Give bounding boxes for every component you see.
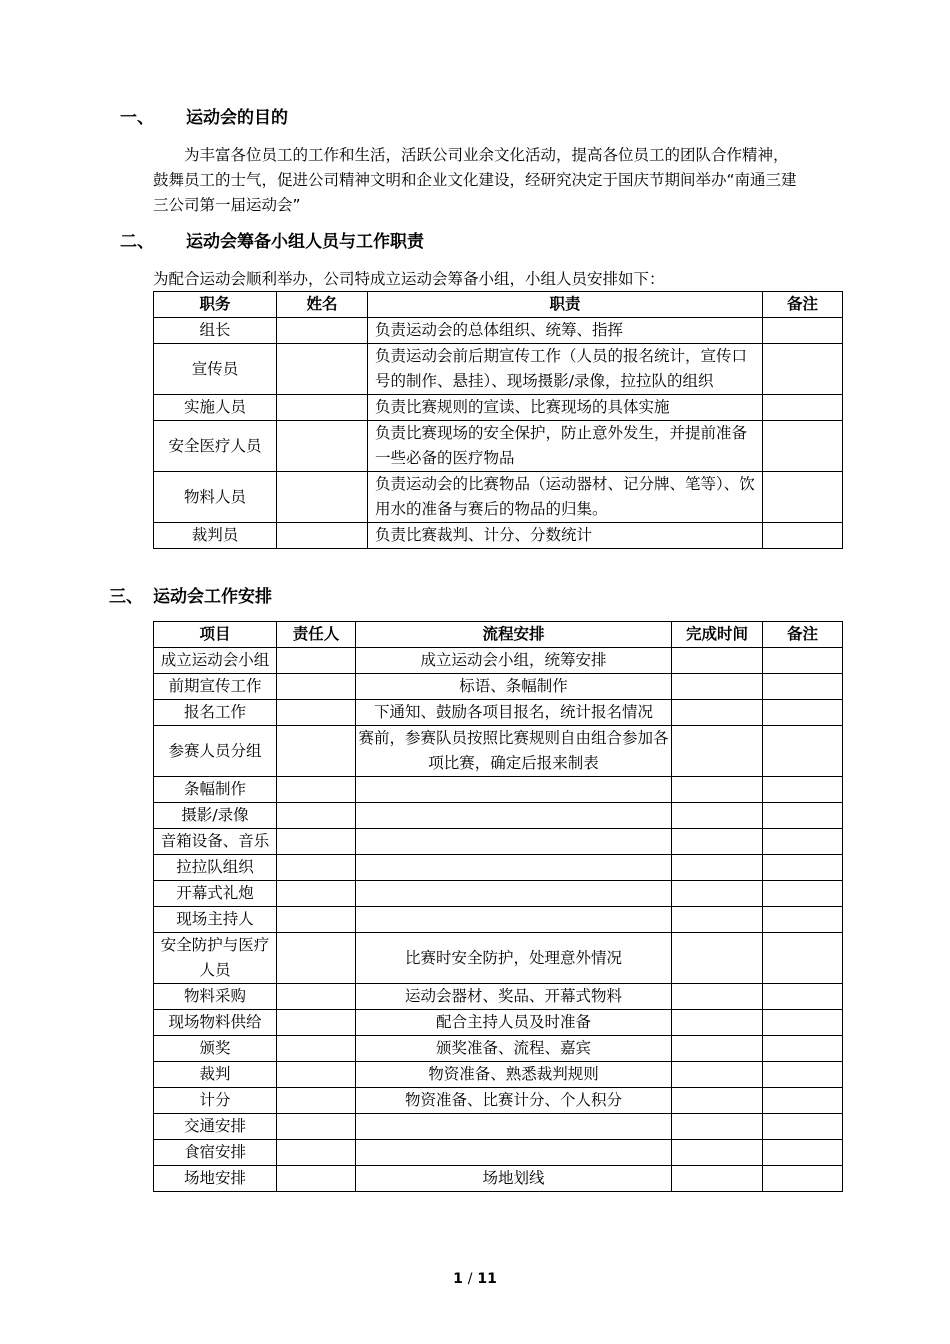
cell-item: 音箱设备、音乐 [154,829,277,855]
cell-note [763,395,843,421]
section2-heading [120,231,424,253]
cell-item: 安全防护与医疗人员 [154,933,277,984]
cell-duty: 负责比赛现场的安全保护，防止意外发生，并提前准备一些必备的医疗物品 [368,421,763,472]
cell-note [763,984,843,1010]
section2-number: 二、 [120,232,154,252]
cell-process: 物资准备、熟悉裁判规则 [356,1062,672,1088]
paragraph-line: 鼓舞员工的士气，促进公司精神文明和企业文化建设，经研究决定于国庆节期间举办“南通三建 [153,171,797,189]
cell-owner [277,777,356,803]
cell-item: 摄影/录像 [154,803,277,829]
cell-process [356,1114,672,1140]
cell-time [672,1062,763,1088]
table-row [154,1036,843,1062]
cell-item: 拉拉队组织 [154,855,277,881]
section2-intro: 为配合运动会顺利举办，公司特成立运动会筹备小组，小组人员安排如下： [153,270,665,288]
cell-time [672,829,763,855]
cell-time [672,907,763,933]
paragraph-line: 三公司第一届运动会” [153,196,301,214]
table-row [154,523,843,549]
cell-note [763,933,843,984]
cell-note [763,523,843,549]
cell-process [356,803,672,829]
cell-item: 裁判 [154,1062,277,1088]
cell-item: 报名工作 [154,700,277,726]
cell-time [672,1088,763,1114]
cell-note [763,829,843,855]
table-header-row [154,292,843,318]
table-row [154,1114,843,1140]
table-row [154,855,843,881]
cell-time [672,1140,763,1166]
table-row [154,674,843,700]
cell-process: 成立运动会小组，统筹安排 [356,648,672,674]
header-time: 完成时间 [672,622,763,648]
section2-title: 运动会筹备小组人员与工作职责 [186,232,424,252]
cell-owner [277,855,356,881]
cell-process: 运动会器材、奖品、开幕式物料 [356,984,672,1010]
section1-paragraph [153,143,861,218]
cell-note [763,700,843,726]
cell-item: 条幅制作 [154,777,277,803]
cell-process: 颁奖准备、流程、嘉宾 [356,1036,672,1062]
cell-note [763,1140,843,1166]
cell-note [763,648,843,674]
cell-item: 食宿安排 [154,1140,277,1166]
section3-number: 三、 [109,587,143,607]
table-row [154,1088,843,1114]
cell-time [672,777,763,803]
table-row [154,395,843,421]
cell-name [277,318,368,344]
cell-item: 场地安排 [154,1166,277,1192]
cell-time [672,855,763,881]
cell-note [763,726,843,777]
cell-owner [277,1166,356,1192]
cell-item: 交通安排 [154,1114,277,1140]
cell-note [763,1036,843,1062]
section1-title: 运动会的目的 [186,108,288,128]
cell-process [356,907,672,933]
cell-owner [277,1114,356,1140]
cell-item: 现场主持人 [154,907,277,933]
table-row [154,648,843,674]
cell-process [356,855,672,881]
cell-process [356,829,672,855]
cell-item: 成立运动会小组 [154,648,277,674]
cell-process: 下通知、鼓励各项目报名，统计报名情况 [356,700,672,726]
paragraph-line: 为丰富各位员工的工作和生活，活跃公司业余文化活动，提高各位员工的团队合作精神， [153,146,789,164]
cell-owner [277,700,356,726]
cell-name [277,395,368,421]
cell-time [672,1010,763,1036]
cell-role: 组长 [154,318,277,344]
cell-process [356,881,672,907]
table-row [154,777,843,803]
cell-item: 现场物料供给 [154,1010,277,1036]
cell-time [672,803,763,829]
cell-role: 实施人员 [154,395,277,421]
cell-note [763,777,843,803]
cell-process: 比赛时安全防护，处理意外情况 [356,933,672,984]
page-total: 11 [477,1271,497,1287]
cell-note [763,1166,843,1192]
cell-owner [277,1036,356,1062]
cell-duty: 负责运动会前后期宣传工作（人员的报名统计，宣传口号的制作、悬挂）、现场摄影/录像，拉拉队的组织 [368,344,763,395]
cell-note [763,1088,843,1114]
table-row [154,472,843,523]
cell-note [763,318,843,344]
cell-process: 物资准备、比赛计分、个人积分 [356,1088,672,1114]
cell-time [672,933,763,984]
cell-note [763,1010,843,1036]
cell-name [277,421,368,472]
table-header-row [154,622,843,648]
cell-time [672,1114,763,1140]
cell-owner [277,907,356,933]
cell-note [763,1062,843,1088]
cell-process [356,777,672,803]
section1-heading [120,107,288,129]
cell-note [763,803,843,829]
cell-name [277,344,368,395]
page-number [0,1269,950,1289]
cell-owner [277,726,356,777]
cell-time [672,984,763,1010]
work-schedule-table [153,621,843,1192]
header-item: 项目 [154,622,277,648]
cell-item: 计分 [154,1088,277,1114]
cell-item: 开幕式礼炮 [154,881,277,907]
cell-item: 颁奖 [154,1036,277,1062]
header-duty: 职责 [368,292,763,318]
cell-owner [277,933,356,984]
cell-role: 安全医疗人员 [154,421,277,472]
cell-duty: 负责比赛规则的宣读、比赛现场的具体实施 [368,395,763,421]
table-row [154,726,843,777]
table-row [154,344,843,395]
cell-note [763,855,843,881]
cell-note [763,907,843,933]
table-row [154,1010,843,1036]
cell-role: 宣传员 [154,344,277,395]
cell-time [672,648,763,674]
section3-title: 运动会工作安排 [153,587,272,607]
table-row [154,984,843,1010]
cell-owner [277,648,356,674]
cell-time [672,1166,763,1192]
cell-owner [277,984,356,1010]
cell-owner [277,881,356,907]
cell-owner [277,1140,356,1166]
header-name: 姓名 [277,292,368,318]
cell-process: 赛前，参赛队员按照比赛规则自由组合参加各项比赛，确定后报来制表 [356,726,672,777]
cell-duty: 负责运动会的总体组织、统筹、指挥 [368,318,763,344]
page-current: 1 [453,1271,463,1287]
cell-duty: 负责比赛裁判、计分、分数统计 [368,523,763,549]
cell-time [672,726,763,777]
table-row [154,933,843,984]
table-row [154,803,843,829]
table-row [154,829,843,855]
cell-owner [277,674,356,700]
header-process: 流程安排 [356,622,672,648]
cell-name [277,523,368,549]
cell-time [672,700,763,726]
cell-time [672,674,763,700]
cell-note [763,472,843,523]
table-row [154,907,843,933]
cell-time [672,1036,763,1062]
cell-note [763,674,843,700]
cell-owner [277,803,356,829]
cell-note [763,421,843,472]
cell-note [763,344,843,395]
section3-heading [109,586,272,608]
table-row [154,1062,843,1088]
header-role: 职务 [154,292,277,318]
header-note: 备注 [763,622,843,648]
cell-role: 裁判员 [154,523,277,549]
table-row [154,421,843,472]
table-row [154,881,843,907]
header-note: 备注 [763,292,843,318]
cell-note [763,1114,843,1140]
cell-duty: 负责运动会的比赛物品（运动器材、记分牌、笔等）、饮用水的准备与赛后的物品的归集。 [368,472,763,523]
cell-process [356,1140,672,1166]
table-row [154,1140,843,1166]
table-row [154,318,843,344]
cell-process: 场地划线 [356,1166,672,1192]
header-owner: 责任人 [277,622,356,648]
cell-item: 前期宣传工作 [154,674,277,700]
cell-name [277,472,368,523]
cell-owner [277,829,356,855]
cell-item: 物料采购 [154,984,277,1010]
page-separator: / [467,1271,473,1287]
table-row [154,1166,843,1192]
table-row [154,700,843,726]
cell-owner [277,1088,356,1114]
cell-time [672,881,763,907]
cell-owner [277,1010,356,1036]
cell-item: 参赛人员分组 [154,726,277,777]
staff-duty-table [153,291,843,549]
cell-note [763,881,843,907]
cell-process: 标语、条幅制作 [356,674,672,700]
cell-role: 物料人员 [154,472,277,523]
cell-owner [277,1062,356,1088]
cell-process: 配合主持人员及时准备 [356,1010,672,1036]
section1-number: 一、 [120,108,154,128]
